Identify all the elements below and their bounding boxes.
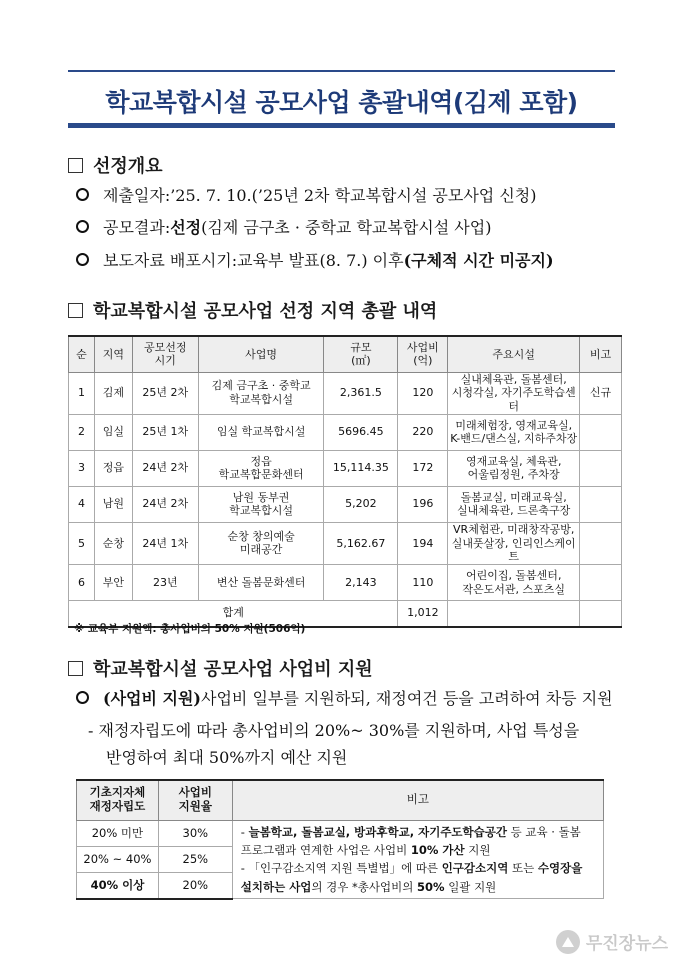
cell-round: 25년 1차 (132, 414, 198, 450)
cell-area: 2,361.5 (324, 372, 398, 414)
remark-text: - (240, 824, 249, 839)
cell-area: 5,162.67 (324, 522, 398, 564)
col-header-cost: 사업비 (억) (398, 336, 448, 372)
cell-project: 남원 동부권 학교복합시설 (198, 486, 324, 522)
cell-rate: 25% (158, 846, 232, 872)
cell-no: 3 (69, 450, 95, 486)
overview-item-press (76, 248, 554, 271)
cell-no: 6 (69, 565, 95, 601)
cell-cost: 220 (398, 414, 448, 450)
cell-project: 임실 학교복합시설 (198, 414, 324, 450)
cell-cost: 194 (398, 522, 448, 564)
col-header-remark: 비고 (232, 780, 603, 820)
table-header-row (77, 780, 604, 820)
cell-remark (580, 522, 622, 564)
cell-rate: 30% (158, 820, 232, 846)
cell-region: 정읍 (94, 450, 132, 486)
cell-self-reliance: 20% 미만 (77, 820, 159, 846)
item-bold: 선정 (170, 218, 202, 237)
cell-self-reliance: 20% ~ 40% (77, 846, 159, 872)
circle-bullet-icon (76, 220, 89, 233)
item-label: 제출일자: (103, 186, 171, 205)
remark-text: 등 교육 · 돌봄 프로그램과 연계한 사업은 사업비 (240, 824, 581, 857)
funding-bullet (76, 686, 613, 709)
col-header-round: 공모선정 시기 (132, 336, 198, 372)
funding-sub-line2: 반영하여 최대 50%까지 예산 지원 (106, 748, 348, 767)
remark-text: 일괄 지원 (444, 879, 497, 894)
cell-project: 정읍 학교복합문화센터 (198, 450, 324, 486)
col-header-region: 지역 (94, 336, 132, 372)
cell-facilities: 돌봄교실, 미래교육실, 실내체육관, 드론축구장 (448, 486, 580, 522)
section-heading-text: 선정개요 (93, 156, 163, 177)
item-label: 보도자료 배포시기: (103, 251, 238, 270)
cell-round: 25년 2차 (132, 372, 198, 414)
square-icon (68, 158, 83, 173)
table-row (69, 565, 622, 601)
cell-facilities: 미래체험장, 영재교육실, K-밴드/댄스실, 지하주차장 (448, 414, 580, 450)
cell-region: 순창 (94, 522, 132, 564)
cell-project: 변산 돌봄문화센터 (198, 565, 324, 601)
item-value: 교육부 발표(8. 7.) 이후 (237, 251, 404, 270)
cell-no: 4 (69, 486, 95, 522)
section-heading-text: 학교복합시설 공모사업 사업비 지원 (93, 659, 373, 680)
cell-facilities: 어린이집, 돌봄센터, 작은도서관, 스포츠실 (448, 565, 580, 601)
watermark (556, 929, 668, 954)
remark-bold: 50% (417, 879, 445, 894)
cell-round: 24년 2차 (132, 486, 198, 522)
funding-remarks (232, 820, 603, 899)
remark-bold: 인구감소지역 (441, 861, 509, 876)
cell-rate: 20% (158, 872, 232, 898)
cell-region: 김제 (94, 372, 132, 414)
cell-cost: 196 (398, 486, 448, 522)
col-header-remark: 비고 (580, 336, 622, 372)
item-value: (김제 금구초 · 중학교 학교복합시설 사업) (201, 218, 492, 237)
table-header-row (69, 336, 622, 372)
cell-region: 부안 (94, 565, 132, 601)
section-heading-funding (68, 655, 373, 681)
support-note: ※ 교육부 지원액: 총사업비의 50% 지원(506억) (74, 623, 306, 635)
item-label: 공모결과: (103, 218, 171, 237)
col-header-self-reliance: 기초지자체 재정자립도 (77, 780, 159, 820)
overview-item-result (76, 215, 491, 238)
cell-region: 남원 (94, 486, 132, 522)
cell-cost: 172 (398, 450, 448, 486)
watermark-text: 무진장뉴스 (585, 934, 668, 954)
remark-text: 지원 (464, 842, 491, 857)
cell-area: 5696.45 (324, 414, 398, 450)
col-header-facilities: 주요시설 (448, 336, 580, 372)
cell-cost: 110 (398, 565, 448, 601)
bullet-bold: (사업비 지원) (103, 689, 201, 708)
circle-bullet-icon (76, 188, 89, 201)
remark-text: 또는 (508, 861, 538, 876)
mountain-logo-icon (556, 930, 580, 954)
remark-line-2 (241, 859, 595, 896)
cell-remark (580, 565, 622, 601)
cell-remark (580, 414, 622, 450)
square-icon (68, 303, 83, 318)
remark-text: - 「인구감소지역 지원 특별법」에 따른 (240, 861, 442, 876)
funding-sub-line1: - 재정자립도에 따라 총사업비의 20%~ 30%를 지원하며, 사업 특성을 (88, 721, 580, 740)
col-header-area: 규모 (㎡) (324, 336, 398, 372)
title-top-rule (68, 70, 615, 72)
cell-area: 15,114.35 (324, 450, 398, 486)
cell-remark: 신규 (580, 372, 622, 414)
total-empty (448, 601, 580, 627)
square-icon (68, 661, 83, 676)
cell-no: 5 (69, 522, 95, 564)
remark-line-1 (241, 823, 595, 860)
total-cost: 1,012 (398, 601, 448, 627)
table-row (77, 820, 604, 846)
table-row (69, 486, 622, 522)
cell-region: 임실 (94, 414, 132, 450)
cell-round: 24년 1차 (132, 522, 198, 564)
cell-round: 24년 2차 (132, 450, 198, 486)
section-heading-text: 학교복합시설 공모사업 선정 지역 총괄 내역 (93, 301, 438, 322)
col-header-rate: 사업비 지원율 (158, 780, 232, 820)
table-row (69, 372, 622, 414)
table-row (69, 450, 622, 486)
cell-facilities: 영재교육실, 체육관, 어울림정원, 주차장 (448, 450, 580, 486)
title-banner (68, 70, 615, 128)
circle-bullet-icon (76, 691, 89, 704)
item-bold: (구체적 시간 미공지) (403, 251, 554, 270)
remark-bold: 수영장을 설치하는 사업 (240, 861, 583, 894)
total-empty (580, 601, 622, 627)
total-label: 합계 (69, 601, 398, 627)
cell-self-reliance: 40% 이상 (77, 872, 159, 898)
cell-area: 2,143 (324, 565, 398, 601)
remark-bold: 늘봄학교, 돌봄교실, 방과후학교, 자기주도학습공간 (248, 824, 507, 839)
cell-no: 1 (69, 372, 95, 414)
remark-bold: 10% 가산 (410, 842, 465, 857)
title-bottom-rule (68, 123, 615, 128)
col-header-project: 사업명 (198, 336, 324, 372)
cell-project: 김제 금구초 · 중학교 학교복합시설 (198, 372, 324, 414)
overview-item-submission (76, 183, 536, 206)
bullet-text: 사업비 일부를 지원하되, 재정여건 등을 고려하여 차등 지원 (201, 689, 613, 708)
cell-area: 5,202 (324, 486, 398, 522)
cell-project: 순창 창의예술 미래공간 (198, 522, 324, 564)
cell-facilities: VR체험관, 미래창작공방, 실내풋살장, 인리인스케이트 (448, 522, 580, 564)
regions-table (68, 335, 622, 628)
col-header-no: 순 (69, 336, 95, 372)
section-heading-regions (68, 297, 437, 323)
cell-no: 2 (69, 414, 95, 450)
cell-remark (580, 450, 622, 486)
remark-text: 의 경우 *총사업비의 (311, 879, 418, 894)
cell-round: 23년 (132, 565, 198, 601)
table-row (69, 522, 622, 564)
cell-facilities: 실내체육관, 돌봄센터, 시청각실, 자기주도학습센터 (448, 372, 580, 414)
table-row (69, 414, 622, 450)
cell-remark (580, 486, 622, 522)
item-value: ’25. 7. 10.(’25년 2차 학교복합시설 공모사업 신청) (170, 186, 537, 205)
circle-bullet-icon (76, 253, 89, 266)
page-title: 학교복합시설 공모사업 총괄내역(김제 포함) (105, 88, 578, 117)
cell-cost: 120 (398, 372, 448, 414)
funding-table (76, 779, 604, 900)
section-heading-overview (68, 152, 163, 178)
